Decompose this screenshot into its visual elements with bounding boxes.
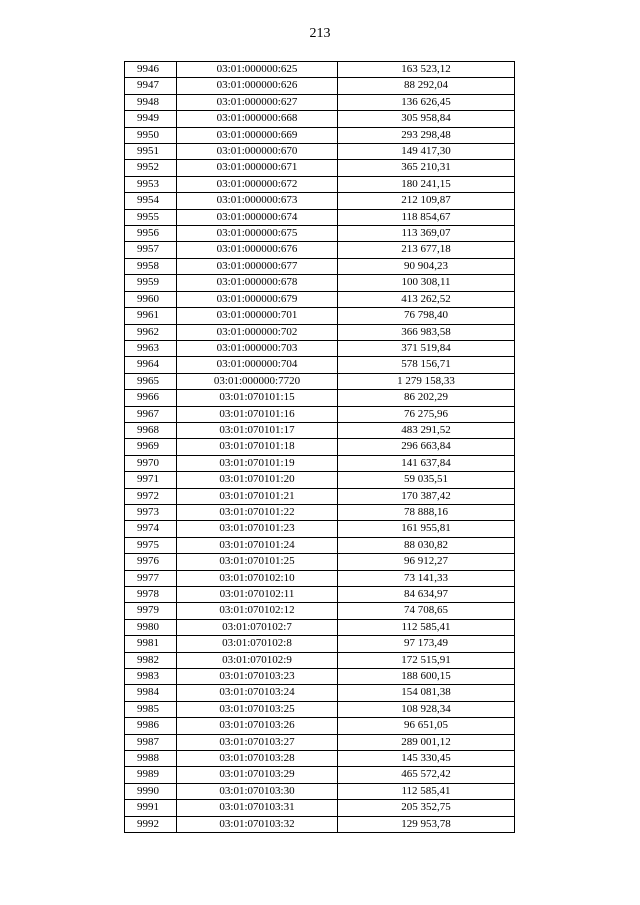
cadastral-value-cell: 172 515,91	[338, 652, 515, 668]
cadastral-number-cell: 03:01:070102:10	[177, 570, 338, 586]
table-row	[125, 324, 515, 340]
cadastral-number-cell: 03:01:070102:8	[177, 636, 338, 652]
cadastral-value-cell: 188 600,15	[338, 669, 515, 685]
cadastral-value-cell: 86 202,29	[338, 390, 515, 406]
cadastral-value-cell: 154 081,38	[338, 685, 515, 701]
cadastral-value-cell: 145 330,45	[338, 751, 515, 767]
table-row	[125, 357, 515, 373]
cadastral-value-cell: 465 572,42	[338, 767, 515, 783]
cadastral-value-cell: 76 798,40	[338, 308, 515, 324]
cadastral-number-cell: 03:01:070101:23	[177, 521, 338, 537]
cadastral-number-cell: 03:01:000000:670	[177, 144, 338, 160]
cadastral-number-cell: 03:01:000000:677	[177, 258, 338, 274]
table-row	[125, 504, 515, 520]
cadastral-value-cell: 108 928,34	[338, 701, 515, 717]
table-row	[125, 78, 515, 94]
row-number-cell: 9992	[125, 816, 177, 832]
row-number-cell: 9967	[125, 406, 177, 422]
cadastral-value-cell: 305 958,84	[338, 111, 515, 127]
table-row	[125, 537, 515, 553]
table-row	[125, 308, 515, 324]
cadastral-number-cell: 03:01:070103:27	[177, 734, 338, 750]
cadastral-number-cell: 03:01:000000:675	[177, 226, 338, 242]
cadastral-number-cell: 03:01:000000:703	[177, 340, 338, 356]
row-number-cell: 9979	[125, 603, 177, 619]
cadastral-number-cell: 03:01:070102:7	[177, 619, 338, 635]
table-row	[125, 652, 515, 668]
table-row	[125, 767, 515, 783]
cadastral-value-cell: 129 953,78	[338, 816, 515, 832]
cadastral-value-cell: 141 637,84	[338, 455, 515, 471]
cadastral-value-cell: 96 912,27	[338, 554, 515, 570]
row-number-cell: 9990	[125, 783, 177, 799]
cadastral-number-cell: 03:01:000000:702	[177, 324, 338, 340]
cadastral-number-cell: 03:01:000000:678	[177, 275, 338, 291]
table-row	[125, 751, 515, 767]
row-number-cell: 9957	[125, 242, 177, 258]
cadastral-value-cell: 74 708,65	[338, 603, 515, 619]
cadastral-value-cell: 97 173,49	[338, 636, 515, 652]
cadastral-number-cell: 03:01:000000:669	[177, 127, 338, 143]
row-number-cell: 9954	[125, 193, 177, 209]
page-number: 213	[309, 26, 331, 41]
table-row	[125, 422, 515, 438]
table-row	[125, 193, 515, 209]
row-number-cell: 9946	[125, 62, 177, 78]
cadastral-value-cell: 483 291,52	[338, 422, 515, 438]
row-number-cell: 9956	[125, 226, 177, 242]
cadastral-number-cell: 03:01:070103:24	[177, 685, 338, 701]
table-body	[125, 62, 515, 833]
table-row	[125, 603, 515, 619]
cadastral-value-cell: 112 585,41	[338, 619, 515, 635]
cadastral-value-cell: 88 030,82	[338, 537, 515, 553]
cadastral-value-cell: 413 262,52	[338, 291, 515, 307]
cadastral-number-cell: 03:01:070101:15	[177, 390, 338, 406]
cadastral-value-table	[124, 61, 515, 833]
cadastral-value-cell: 289 001,12	[338, 734, 515, 750]
row-number-cell: 9958	[125, 258, 177, 274]
cadastral-value-cell: 96 651,05	[338, 718, 515, 734]
cadastral-number-cell: 03:01:000000:673	[177, 193, 338, 209]
row-number-cell: 9991	[125, 800, 177, 816]
table-row	[125, 275, 515, 291]
row-number-cell: 9970	[125, 455, 177, 471]
row-number-cell: 9964	[125, 357, 177, 373]
table-row	[125, 619, 515, 635]
cadastral-value-cell: 84 634,97	[338, 587, 515, 603]
cadastral-value-cell: 213 677,18	[338, 242, 515, 258]
table-row	[125, 701, 515, 717]
row-number-cell: 9961	[125, 308, 177, 324]
cadastral-number-cell: 03:01:000000:7720	[177, 373, 338, 389]
cadastral-value-cell: 180 241,15	[338, 176, 515, 192]
row-number-cell: 9969	[125, 439, 177, 455]
row-number-cell: 9974	[125, 521, 177, 537]
row-number-cell: 9986	[125, 718, 177, 734]
row-number-cell: 9989	[125, 767, 177, 783]
cadastral-number-cell: 03:01:070101:24	[177, 537, 338, 553]
cadastral-number-cell: 03:01:000000:668	[177, 111, 338, 127]
table-row	[125, 718, 515, 734]
cadastral-value-cell: 366 983,58	[338, 324, 515, 340]
cadastral-number-cell: 03:01:070103:32	[177, 816, 338, 832]
table-row	[125, 111, 515, 127]
cadastral-number-cell: 03:01:000000:704	[177, 357, 338, 373]
cadastral-value-cell: 59 035,51	[338, 472, 515, 488]
row-number-cell: 9962	[125, 324, 177, 340]
row-number-cell: 9955	[125, 209, 177, 225]
table-row	[125, 209, 515, 225]
cadastral-value-cell: 113 369,07	[338, 226, 515, 242]
cadastral-value-cell: 578 156,71	[338, 357, 515, 373]
table-row	[125, 800, 515, 816]
cadastral-number-cell: 03:01:000000:671	[177, 160, 338, 176]
cadastral-number-cell: 03:01:000000:626	[177, 78, 338, 94]
cadastral-number-cell: 03:01:070103:26	[177, 718, 338, 734]
cadastral-value-cell: 73 141,33	[338, 570, 515, 586]
cadastral-number-cell: 03:01:070102:9	[177, 652, 338, 668]
row-number-cell: 9963	[125, 340, 177, 356]
cadastral-number-cell: 03:01:070103:28	[177, 751, 338, 767]
cadastral-number-cell: 03:01:070101:20	[177, 472, 338, 488]
table-row	[125, 685, 515, 701]
row-number-cell: 9968	[125, 422, 177, 438]
row-number-cell: 9983	[125, 669, 177, 685]
table-row	[125, 439, 515, 455]
table-row	[125, 816, 515, 832]
table-row	[125, 636, 515, 652]
table-row	[125, 488, 515, 504]
row-number-cell: 9985	[125, 701, 177, 717]
cadastral-number-cell: 03:01:000000:676	[177, 242, 338, 258]
table-row	[125, 144, 515, 160]
cadastral-value-cell: 149 417,30	[338, 144, 515, 160]
row-number-cell: 9982	[125, 652, 177, 668]
row-number-cell: 9966	[125, 390, 177, 406]
cadastral-value-cell: 76 275,96	[338, 406, 515, 422]
cadastral-number-cell: 03:01:070101:16	[177, 406, 338, 422]
table-row	[125, 160, 515, 176]
table-row	[125, 455, 515, 471]
row-number-cell: 9976	[125, 554, 177, 570]
cadastral-number-cell: 03:01:000000:627	[177, 94, 338, 110]
cadastral-number-cell: 03:01:070103:23	[177, 669, 338, 685]
cadastral-number-cell: 03:01:070101:22	[177, 504, 338, 520]
table-row	[125, 226, 515, 242]
cadastral-value-cell: 118 854,67	[338, 209, 515, 225]
row-number-cell: 9951	[125, 144, 177, 160]
table-row	[125, 340, 515, 356]
row-number-cell: 9980	[125, 619, 177, 635]
table-row	[125, 62, 515, 78]
row-number-cell: 9972	[125, 488, 177, 504]
table-row	[125, 406, 515, 422]
row-number-cell: 9975	[125, 537, 177, 553]
cadastral-value-cell: 1 279 158,33	[338, 373, 515, 389]
cadastral-number-cell: 03:01:070102:12	[177, 603, 338, 619]
cadastral-value-cell: 88 292,04	[338, 78, 515, 94]
table-row	[125, 127, 515, 143]
cadastral-number-cell: 03:01:070101:21	[177, 488, 338, 504]
cadastral-value-cell: 163 523,12	[338, 62, 515, 78]
cadastral-number-cell: 03:01:070101:18	[177, 439, 338, 455]
cadastral-number-cell: 03:01:000000:679	[177, 291, 338, 307]
row-number-cell: 9950	[125, 127, 177, 143]
table-row	[125, 554, 515, 570]
row-number-cell: 9965	[125, 373, 177, 389]
row-number-cell: 9949	[125, 111, 177, 127]
cadastral-number-cell: 03:01:000000:701	[177, 308, 338, 324]
cadastral-number-cell: 03:01:070102:11	[177, 587, 338, 603]
row-number-cell: 9960	[125, 291, 177, 307]
table-row	[125, 783, 515, 799]
cadastral-number-cell: 03:01:070103:25	[177, 701, 338, 717]
row-number-cell: 9947	[125, 78, 177, 94]
cadastral-number-cell: 03:01:070101:17	[177, 422, 338, 438]
row-number-cell: 9971	[125, 472, 177, 488]
cadastral-value-cell: 296 663,84	[338, 439, 515, 455]
cadastral-value-cell: 170 387,42	[338, 488, 515, 504]
cadastral-value-cell: 112 585,41	[338, 783, 515, 799]
row-number-cell: 9948	[125, 94, 177, 110]
table-row	[125, 373, 515, 389]
cadastral-value-cell: 293 298,48	[338, 127, 515, 143]
row-number-cell: 9977	[125, 570, 177, 586]
cadastral-number-cell: 03:01:000000:672	[177, 176, 338, 192]
table-row	[125, 570, 515, 586]
cadastral-number-cell: 03:01:070103:29	[177, 767, 338, 783]
cadastral-value-cell: 371 519,84	[338, 340, 515, 356]
row-number-cell: 9959	[125, 275, 177, 291]
cadastral-value-cell: 212 109,87	[338, 193, 515, 209]
table-row	[125, 242, 515, 258]
row-number-cell: 9988	[125, 751, 177, 767]
cadastral-number-cell: 03:01:070101:19	[177, 455, 338, 471]
row-number-cell: 9952	[125, 160, 177, 176]
cadastral-value-cell: 205 352,75	[338, 800, 515, 816]
cadastral-value-cell: 90 904,23	[338, 258, 515, 274]
cadastral-value-cell: 161 955,81	[338, 521, 515, 537]
cadastral-number-cell: 03:01:070103:31	[177, 800, 338, 816]
cadastral-value-cell: 100 308,11	[338, 275, 515, 291]
table-row	[125, 669, 515, 685]
cadastral-number-cell: 03:01:070103:30	[177, 783, 338, 799]
table-row	[125, 587, 515, 603]
cadastral-number-cell: 03:01:070101:25	[177, 554, 338, 570]
table-row	[125, 176, 515, 192]
row-number-cell: 9953	[125, 176, 177, 192]
cadastral-value-cell: 365 210,31	[338, 160, 515, 176]
row-number-cell: 9987	[125, 734, 177, 750]
row-number-cell: 9973	[125, 504, 177, 520]
cadastral-number-cell: 03:01:000000:625	[177, 62, 338, 78]
row-number-cell: 9978	[125, 587, 177, 603]
table-row	[125, 734, 515, 750]
table-row	[125, 94, 515, 110]
table-row	[125, 258, 515, 274]
table-row	[125, 472, 515, 488]
table-row	[125, 521, 515, 537]
cadastral-number-cell: 03:01:000000:674	[177, 209, 338, 225]
table-row	[125, 390, 515, 406]
cadastral-value-cell: 136 626,45	[338, 94, 515, 110]
cadastral-value-cell: 78 888,16	[338, 504, 515, 520]
table-row	[125, 291, 515, 307]
row-number-cell: 9984	[125, 685, 177, 701]
row-number-cell: 9981	[125, 636, 177, 652]
